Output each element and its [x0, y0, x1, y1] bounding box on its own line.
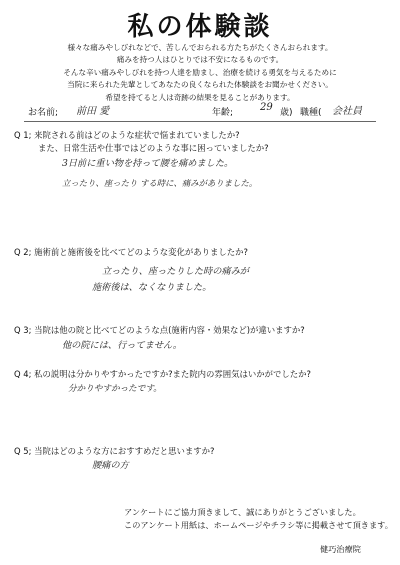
closing-line: アンケートにご協力頂きまして、誠にありがとうございました。: [124, 507, 361, 517]
intro-line: 当院に来られた先輩としてあなたの良くなられた体験談をお聞かせください。: [67, 80, 333, 90]
answer-1-line-2: 立ったり、座ったり する時に、痛みがありました。: [62, 178, 258, 188]
name-label: お名前;: [28, 108, 59, 118]
question-line: Q 1; 来院される前はどのような症状で悩まれていましたか?: [14, 130, 240, 140]
intro-line: 痛みを持つ人はひとりでは不安になるものです。: [116, 55, 284, 65]
answer-3: 他の院には、行ってません。: [62, 340, 182, 351]
closing-line: このアンケート用紙は、ホームページやチラシ等に掲載させて頂きます。: [124, 520, 393, 530]
answer-4: 分かりやすかったです。: [68, 384, 162, 394]
respondent-info: [0, 102, 400, 127]
question-line: Q 4; 私の説明は分かりやすかったですか?また院内の雰囲気はいかがでしたか?: [14, 369, 311, 379]
intro-text: [0, 42, 400, 104]
intro-line: そんな辛い痛みやしびれを持つ人達を励まし、治療を続ける勇気を与えるために: [63, 67, 337, 77]
answer-2-line-2: 施術後は、なくなりました。: [92, 282, 212, 293]
closing-text: [124, 506, 393, 532]
intro-line: 希望を持てると人は奇跡の結果を見ることがあります。: [105, 92, 295, 102]
question-4: [14, 368, 311, 381]
question-line: Q 2; 施術前と施術後を比べてどのような変化がありましたか?: [14, 247, 248, 257]
question-line: また、日常生活や仕事ではどのような事に困っていましたか?: [38, 142, 269, 153]
age-unit: 歳): [280, 108, 293, 118]
question-line: Q 3; 当院は他の院と比べてどのような点(施術内容・効果など)が違いますか?: [14, 325, 305, 335]
answer-5: 腰痛の方: [92, 460, 129, 471]
clinic-name: 健巧治療院: [320, 544, 361, 554]
answer-1-line-1: 3日前に重い物を持って腰を痛めました。: [62, 158, 234, 169]
intro-line: 様々な痛みやしびれなどで、苦しんでおられる方たちがたくさんおられます。: [67, 43, 333, 52]
job-value: 会社員: [332, 106, 362, 117]
job-label: 職種(: [300, 108, 322, 118]
page-title: 私の体験談: [127, 12, 273, 42]
question-3: [14, 324, 305, 337]
question-line: Q 5; 当院はどのような方におすすめだと思いますか?: [14, 446, 215, 456]
question-5: [14, 445, 214, 458]
question-2: [14, 246, 248, 259]
age-value: 29: [260, 102, 273, 113]
age-label: 年齢;: [212, 108, 234, 118]
answer-2-line-1: 立ったり、座ったりした時の痛みが: [102, 266, 249, 277]
name-value: 前田 愛: [76, 106, 110, 117]
question-1: [14, 129, 269, 154]
info-divider: [24, 121, 376, 122]
